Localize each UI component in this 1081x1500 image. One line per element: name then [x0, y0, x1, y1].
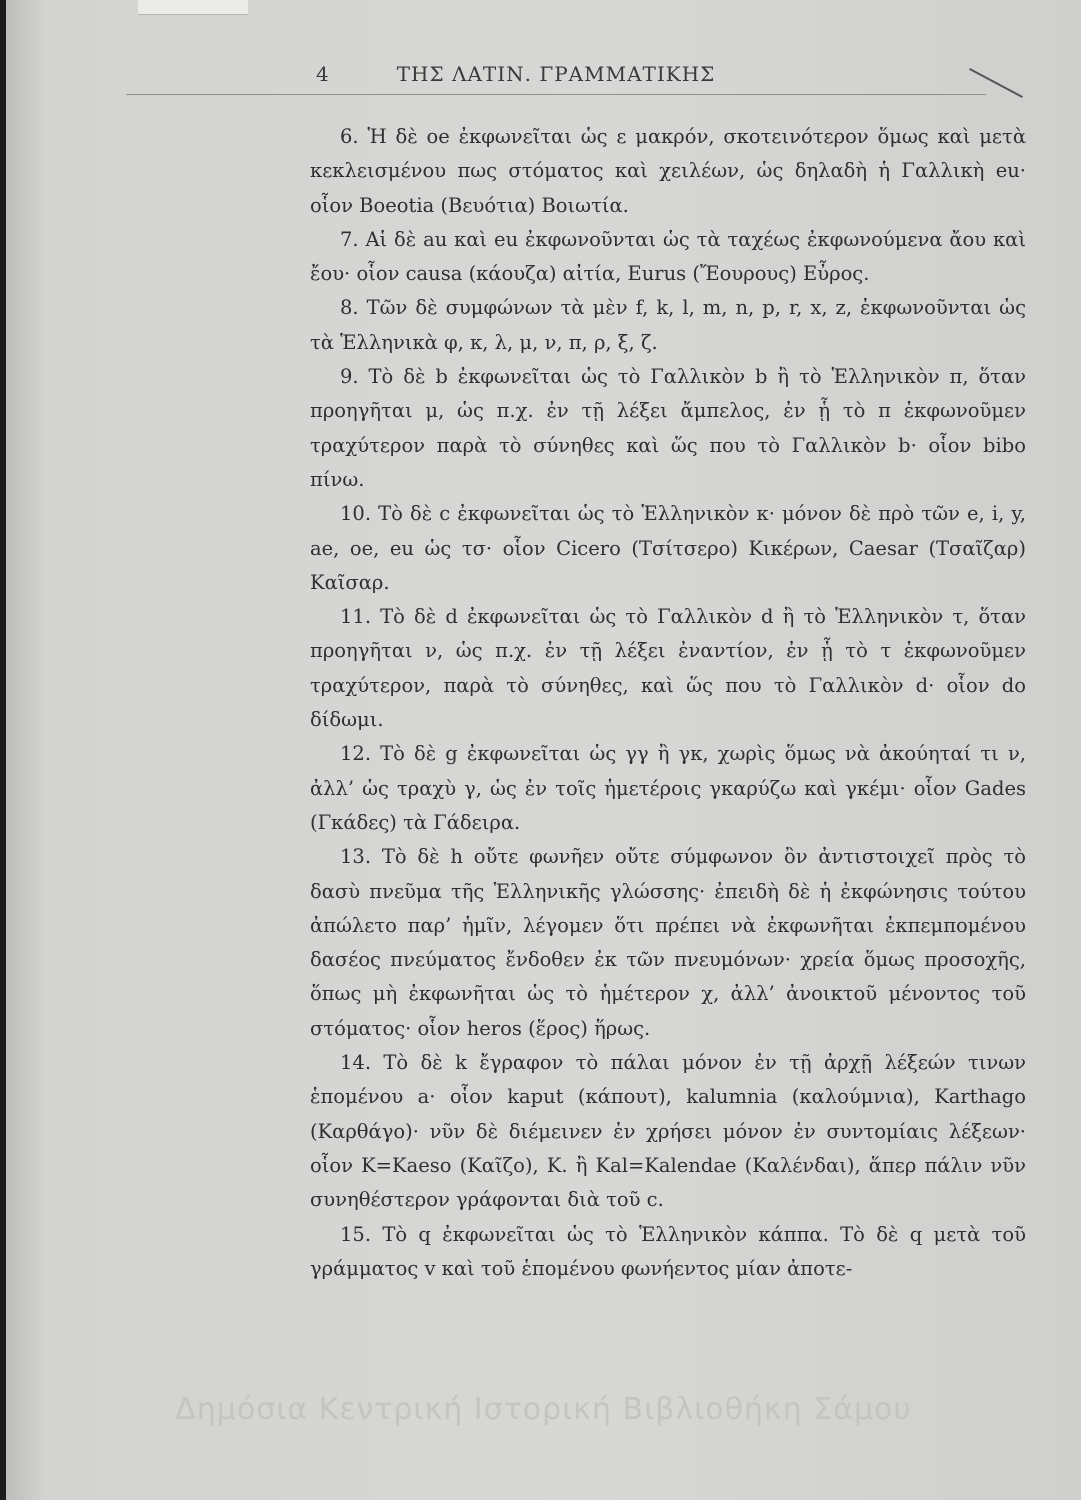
- book-page: [6, 0, 1081, 1500]
- library-watermark: Δημόσια Κεντρική Ιστορική Βιβλιοθήκη Σάμου: [175, 1392, 912, 1427]
- paragraph-15: 15. Τὸ q ἐκφωνεῖται ὡς τὸ Ἑλληνικὸν κάππα. Τὸ δὲ q μετὰ τοῦ γράμματος v καὶ τοῦ ἑπομένου φωνήεντος μίαν ἀποτε-: [310, 1222, 1026, 1280]
- running-head: [126, 58, 986, 95]
- body-text: [310, 120, 1026, 1286]
- paragraph-14: 14. Τὸ δὲ k ἔγραφον τὸ πάλαι μόνον ἐν τῇ ἀρχῇ λέξεών τινων ἑπομένου a· οἷον kaput (κάπουτ), kalumnia (καλούμνια), Karthago (Καρθάγο)· νῦν δὲ διέμεινεν ἐν χρήσει μόνον ἐν συντομίαις λέξεων· οἷον K=Kaeso (Καῖζο), K. ἢ Kal=Kalendae (Καλένδαι), ἅπερ πάλιν νῦν συνηθέστερον γράφονται διὰ τοῦ c.: [310, 1051, 1026, 1212]
- paragraph-11: 11. Τὸ δὲ d ἐκφωνεῖται ὡς τὸ Γαλλικὸν d ἢ τὸ Ἑλληνικὸν τ, ὅταν προηγῆται ν, ὡς π.χ. ἐν τῇ λέξει ἐναντίον, ἐν ᾗ τὸ τ ἐκφωνοῦμεν τραχύτερον, παρὰ τὸ σύνηθες, καὶ ὥς που τὸ Γαλλικὸν d· οἷον do δίδωμι.: [310, 605, 1026, 732]
- paragraph-8: 8. Τῶν δὲ συμφώνων τὰ μὲν f, k, l, m, n, p, r, x, z, ἐκφωνοῦνται ὡς τὰ Ἑλληνικὰ φ, κ, λ, μ, ν, π, ρ, ξ, ζ.: [310, 296, 1026, 354]
- paper-tab: [138, 0, 248, 15]
- paragraph-12: 12. Τὸ δὲ g ἐκφωνεῖται ὡς γγ ἢ γκ, χωρὶς ὅμως νὰ ἀκούηταί τι ν, ἀλλ’ ὡς τραχὺ γ, ὡς ἐν τοῖς ἡμετέροις γκαρύζω καὶ γκέμι· οἷον Gades (Γκάδες) τὰ Γάδειρα.: [310, 742, 1026, 834]
- running-head-title: ΤΗΣ ΛΑΤΙΝ. ΓΡΑΜΜΑΤΙΚΗΣ: [396, 62, 716, 86]
- paragraph-9: 9. Τὸ δὲ b ἐκφωνεῖται ὡς τὸ Γαλλικὸν b ἢ τὸ Ἑλληνικὸν π, ὅταν προηγῆται μ, ὡς π.χ. ἐν τῇ λέξει ἄμπελος, ἐν ᾗ τὸ π ἐκφωνοῦμεν τραχύτερον παρὰ τὸ σύνηθες καὶ ὥς που τὸ Γαλλικὸν b· οἷον bibo πίνω.: [310, 365, 1026, 491]
- paragraph-7: 7. Αἱ δὲ au καὶ eu ἐκφωνοῦνται ὡς τὰ ταχέως ἐκφωνούμενα ἄου καὶ ἔου· οἷον causa (κάουζα) αἰτία, Eurus (Ἔουρους) Εὖρος.: [310, 227, 1026, 286]
- paragraph-10: 10. Τὸ δὲ c ἐκφωνεῖται ὡς τὸ Ἑλληνικὸν κ· μόνον δὲ πρὸ τῶν e, i, y, ae, oe, eu ὡς τσ· οἷον Cicero (Τσίτσερο) Κικέρων, Caesar (Τσαῖζαρ) Καῖσαρ.: [310, 502, 1026, 594]
- page-number: 4: [316, 62, 329, 86]
- paragraph-6: 6. Ἡ δὲ oe ἐκφωνεῖται ὡς ε μακρόν, σκοτεινότερον ὅμως καὶ μετὰ κεκλεισμένου πως στόματος καὶ χειλέων, ὡς δηλαδὴ ἡ Γαλλικὴ eu· οἷον Boeotia (Βευότια) Βοιωτία.: [310, 125, 1026, 217]
- paragraph-13: 13. Τὸ δὲ h οὔτε φωνῆεν οὔτε σύμφωνον ὂν ἀντιστοιχεῖ πρὸς τὸ δασὺ πνεῦμα τῆς Ἑλληνικῆς γλώσσης· ἐπειδὴ δὲ ἡ ἐκφώνησις τούτου ἀπώλετο παρ’ ἡμῖν, λέγομεν ὅτι πρέπει νὰ ἐκφωνῆται ἐκπεμπομένου δασέος πνεύματος ἔνδοθεν ἐκ τῶν πνευμόνων· χρεία ὅμως προσοχῆς, ὅπως μὴ ἐκφωνῆται ὡς τὸ ἡμέτερον χ, ἀλλ’ ἀνοικτοῦ μένοντος τοῦ στόματος· οἷον heros (ἕρος) ἥρως.: [310, 845, 1026, 1040]
